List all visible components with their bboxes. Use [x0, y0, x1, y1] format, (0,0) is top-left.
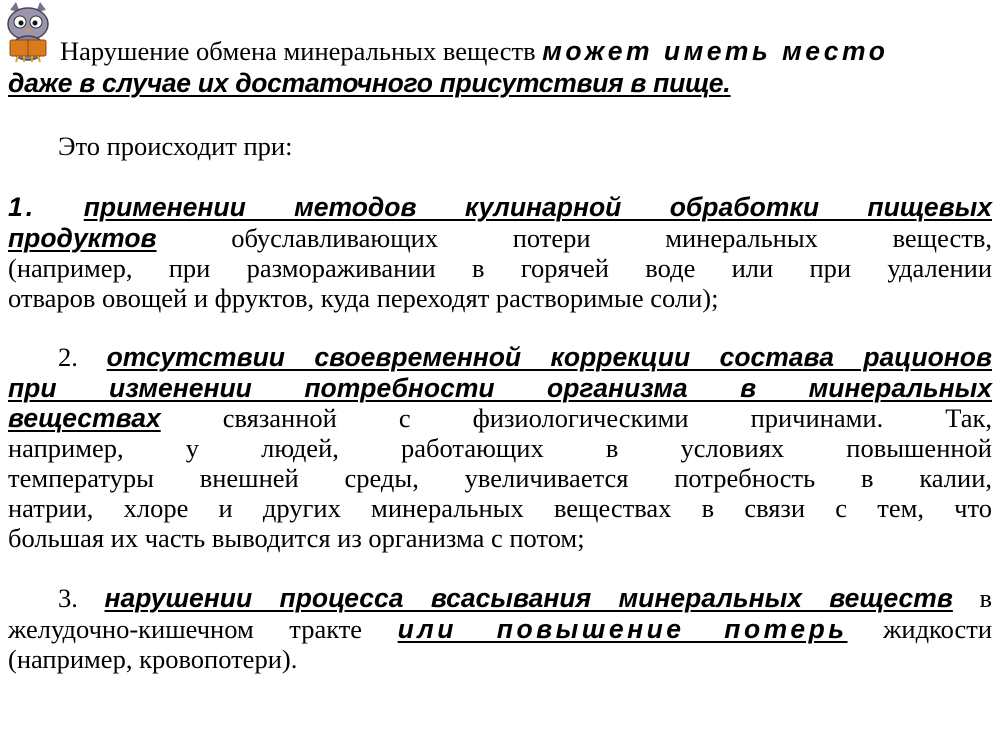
owl-mascot-icon [0, 0, 56, 64]
item3-text-2: желудочно-кишечном тракте [8, 614, 398, 644]
item2-line-2 [8, 373, 992, 403]
item1-emphasis: применении методов кулинарной обработки пищевых [83, 192, 992, 222]
item1-line-4: отваров овощей и фруктов, куда переходят растворимые соли); [8, 283, 719, 313]
intro-line-1 [60, 36, 1000, 66]
item1-number: 1. [8, 192, 37, 222]
item1-text: обуславливающих потери минеральных веществ, [156, 223, 992, 253]
item3-line-3: (например, кровопотери). [8, 644, 298, 674]
item2-emphasis-3: веществах [8, 403, 161, 433]
item3-line-2 [8, 614, 992, 644]
item2-line-5: температуры внешней среды, увеличивается потребность в калии, [8, 463, 992, 493]
item3-text-3: жидкости [847, 614, 993, 644]
item1-emphasis-2: продуктов [8, 223, 157, 253]
item2-emphasis: отсутствии своевременной коррекции состава рационов [106, 342, 992, 372]
item2-emphasis-2: при изменении потребности организма в минеральных [8, 373, 992, 403]
item2-line-1 [58, 342, 992, 372]
item2-line-7: большая их часть выводится из организма с потом; [8, 523, 585, 553]
item3-emphasis: нарушении процесса всасывания минеральных веществ [104, 583, 953, 613]
item1-line-1 [8, 192, 992, 222]
intro-period: . [723, 68, 731, 98]
item3-text: в [952, 583, 993, 613]
lead-text: Это происходит при: [58, 131, 293, 161]
intro-text: Нарушение обмена минеральных веществ [60, 36, 543, 66]
item2-text: связанной с физиологическими причинами. Так, [160, 403, 992, 433]
item2-line-4: например, у людей, работающих в условиях повышенной [8, 433, 992, 463]
item2-line-6: натрии, хлоре и других минеральных веществах в связи с тем, что [8, 493, 992, 523]
item3-line-1 [58, 583, 992, 613]
item2-number: 2. [58, 342, 78, 372]
item1-line-3: (например, при размораживании в горячей воде или при удалении [8, 253, 992, 283]
intro-emphasis: может иметь место [542, 36, 889, 66]
item1-line-2 [8, 223, 992, 253]
item3-number: 3. [58, 583, 78, 613]
item3-emphasis-2: или повышение потерь [397, 614, 848, 644]
intro-emphasis-underlined: даже в случае их достаточного присутствия в пище [8, 68, 724, 98]
intro-line-2 [8, 68, 992, 98]
item2-line-3 [8, 403, 992, 433]
